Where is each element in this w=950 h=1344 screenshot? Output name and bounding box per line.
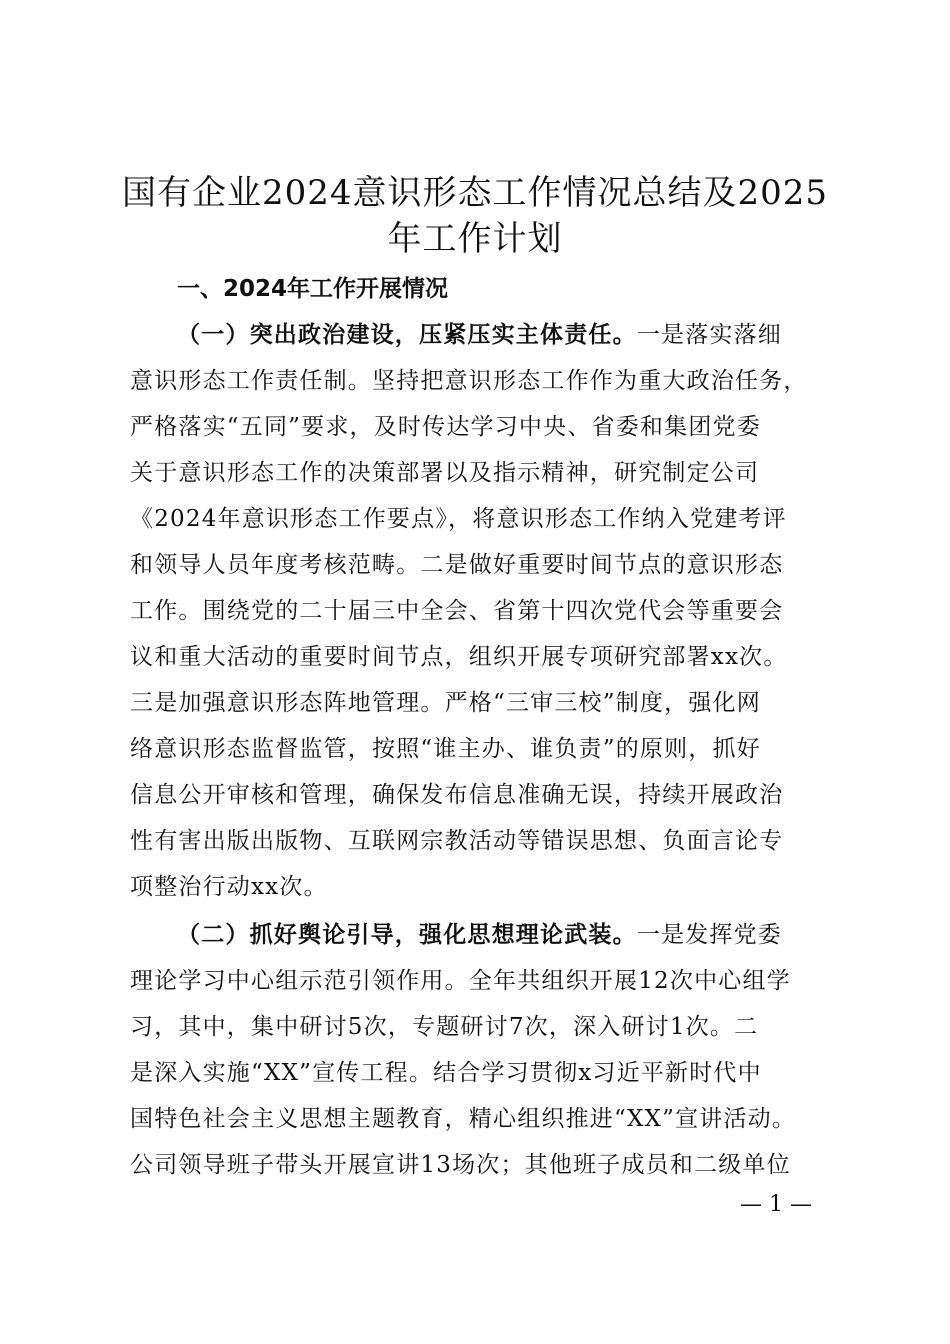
paragraph-2-line-1-rest: 一是发挥党委 [636, 922, 783, 948]
paragraph-2-line: 理论学习中心组示范引领作用。全年共组织开展12次中心组学 [130, 968, 791, 994]
paragraph-1-line: 信息公开审核和管理，确保发布信息准确无误，持续开展政治 [130, 782, 784, 808]
paragraph-1-line: 议和重大活动的重要时间节点，组织开展专项研究部署xx次。 [130, 644, 788, 670]
paragraph-2-line: 习，其中，集中研讨5次，专题研讨7次，深入研讨1次。二 [130, 1014, 759, 1040]
paragraph-2-line: 国特色社会主义思想主题教育，精心组织推进“XX”宣讲活动。 [130, 1106, 797, 1132]
document-title-line-2: 年工作计划 [387, 219, 563, 259]
section-heading-1: 一、2024年工作开展情况 [177, 276, 449, 302]
paragraph-1-line-1-rest: 一是落实落细 [636, 322, 783, 348]
paragraph-1-line-1 [177, 316, 830, 354]
document-title-line-1: 国有企业2024意识形态工作情况总结及2025 [121, 173, 829, 213]
paragraph-1-line: 关于意识形态工作的决策部署以及指示精神，研究制定公司 [130, 460, 760, 486]
paragraph-1-line: 三是加强意识形态阵地管理。严格“三审三校”制度，强化网 [130, 690, 761, 716]
paragraph-1-line: 和领导人员年度考核范畴。二是做好重要时间节点的意识形态 [130, 552, 784, 578]
paragraph-1-line: 严格落实“五同”要求，及时传达学习中央、省委和集团党委 [130, 414, 761, 440]
paragraph-2-line: 公司领导班子带头开展宣讲13场次；其他班子成员和二级单位 [130, 1152, 791, 1178]
paragraph-2-line-1 [177, 916, 830, 954]
paragraph-1-line: 工作。围绕党的二十届三中全会、省第十四次党代会等重要会 [130, 598, 784, 624]
paragraph-1-lead: （一）突出政治建设，压紧压实主体责任。 [177, 321, 637, 348]
paragraph-1-line: 意识形态工作责任制。坚持把意识形态工作作为重大政治任务， [130, 368, 808, 394]
paragraph-1-line: 络意识形态监督监管，按照“谁主办、谁负责”的原则，抓好 [130, 736, 761, 762]
page-number: — 1 — [740, 1192, 812, 1217]
paragraph-1-line: 《2024年意识形态工作要点》，将意识形态工作纳入党建考评 [130, 506, 787, 532]
paragraph-1-line: 性有害出版出版物、互联网宗教活动等错误思想、负面言论专 [130, 828, 784, 854]
paragraph-2-lead: （二）抓好舆论引导，强化思想理论武装。 [177, 921, 637, 948]
paragraph-2-line: 是深入实施“XX”宣传工程。结合学习贯彻x习近平新时代中 [130, 1060, 762, 1086]
paragraph-1-line: 项整治行动xx次。 [130, 874, 328, 900]
